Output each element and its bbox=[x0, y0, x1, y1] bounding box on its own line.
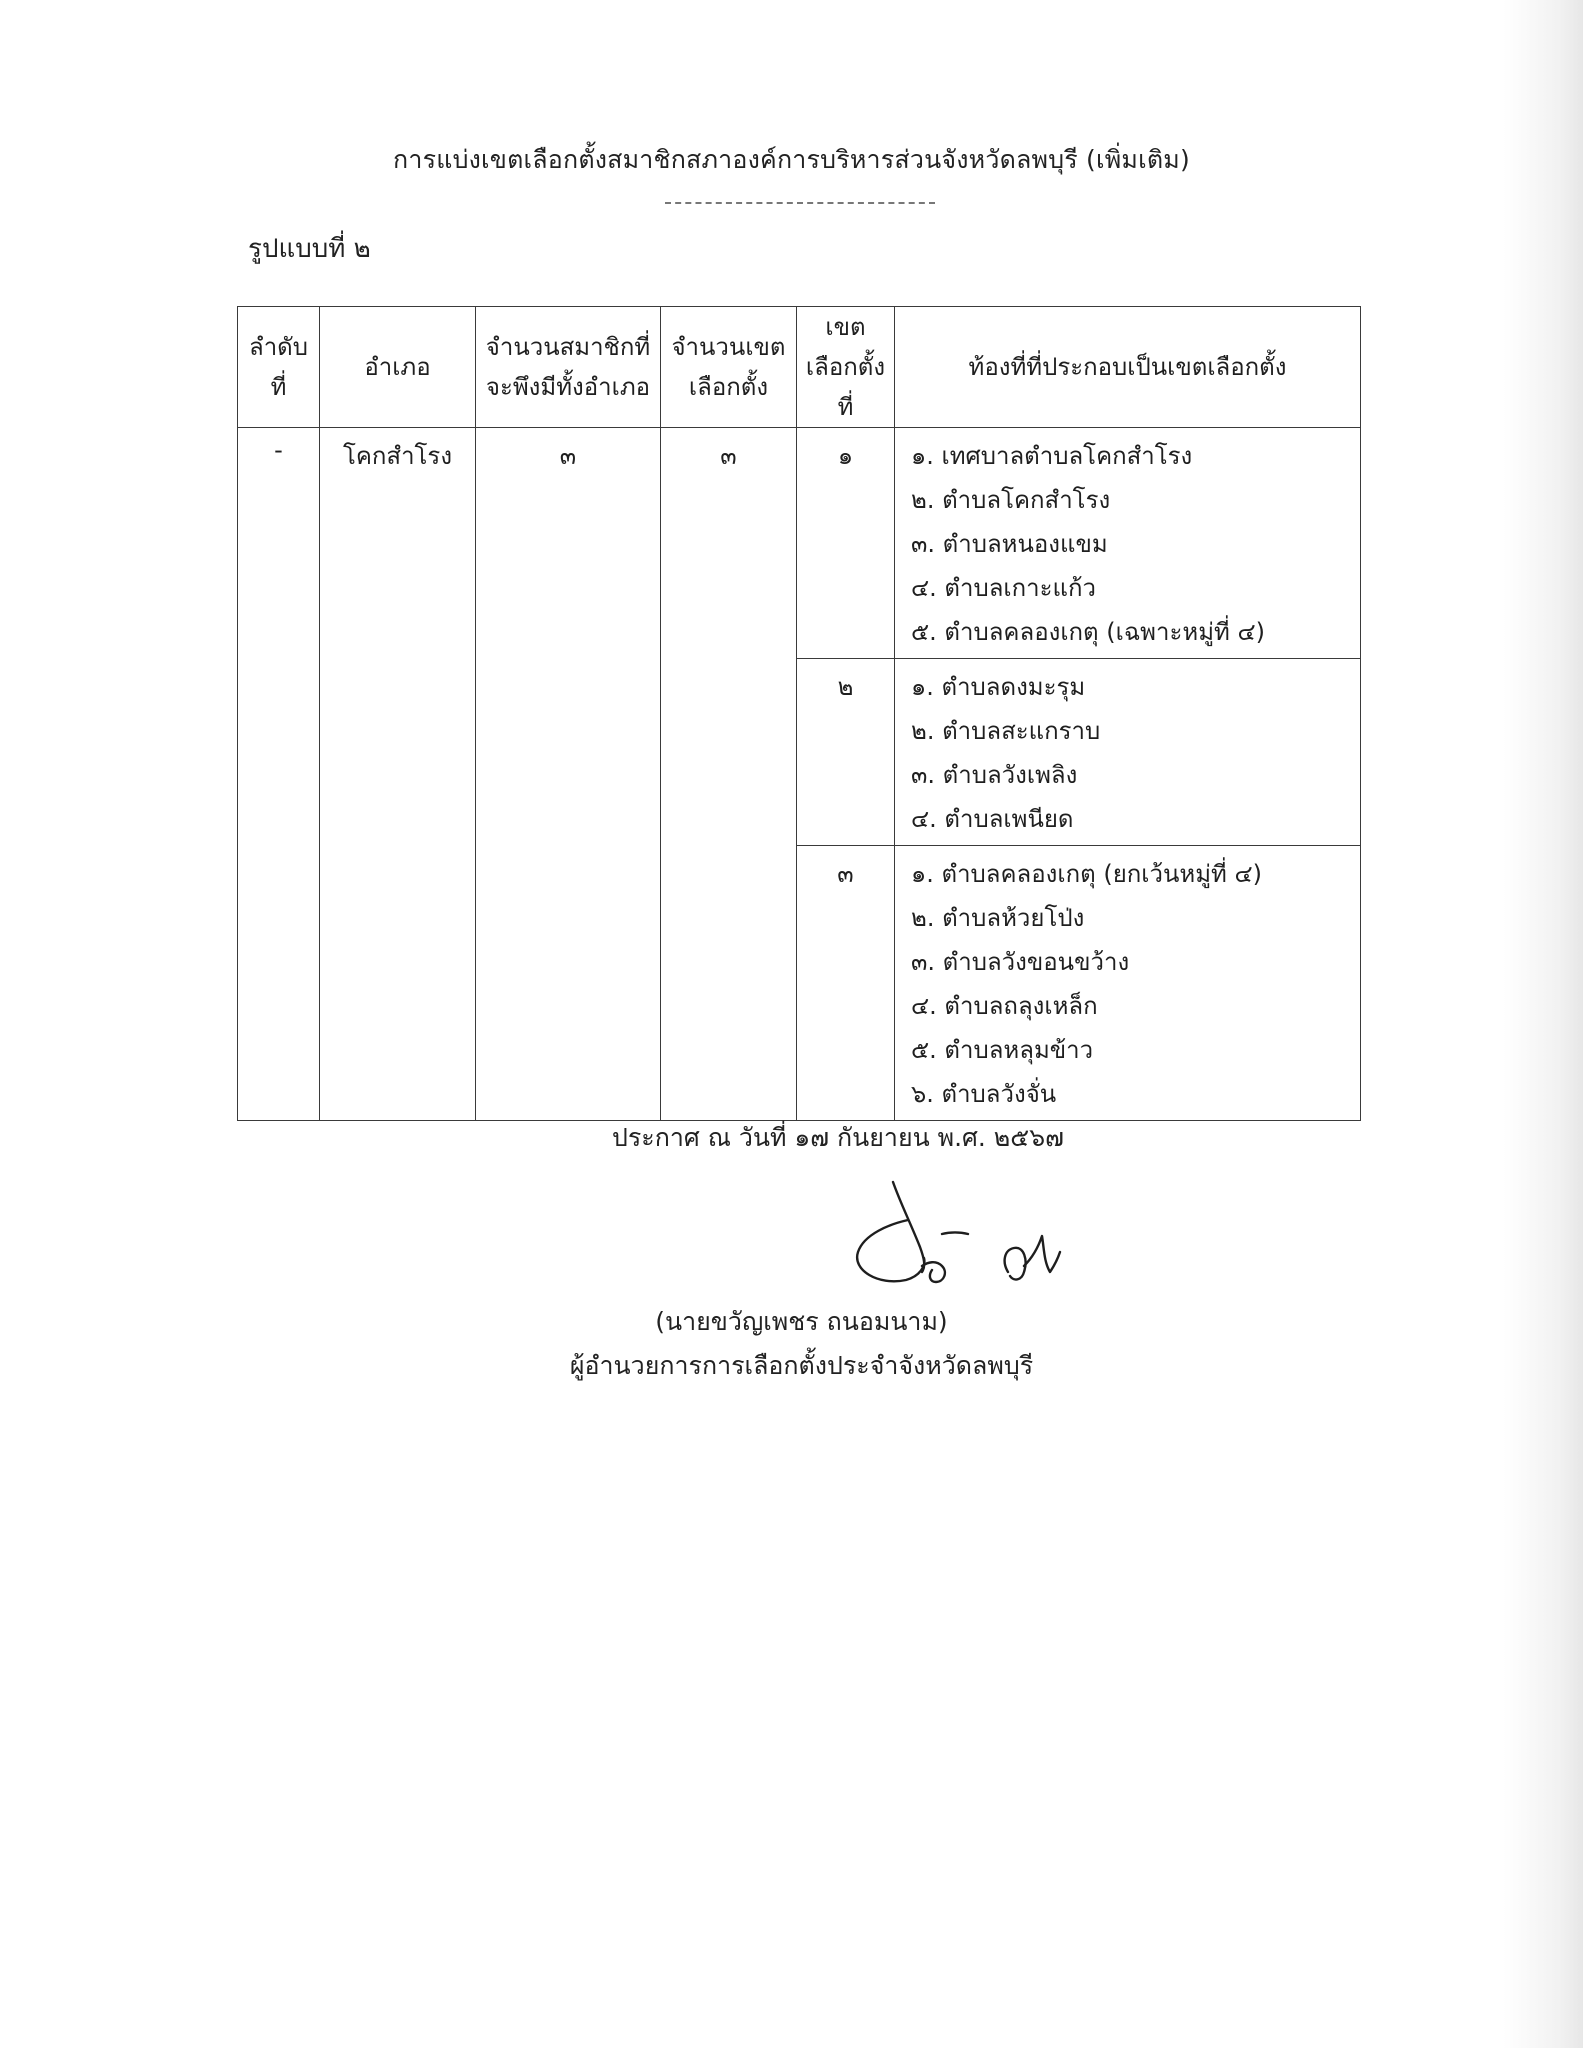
list-item: ๓. ตำบลวังเพลิง bbox=[911, 761, 1078, 789]
list-item: ๔. ตำบลเพนียด bbox=[911, 805, 1074, 833]
header-members: จำนวนสมาชิกที่จะพึงมีทั้งอำเภอ bbox=[476, 307, 661, 428]
cell-district-no-2: ๒ bbox=[797, 659, 895, 846]
signer-name: (นายขวัญเพชร ถนอมนาม) bbox=[655, 1307, 948, 1336]
list-item: ๔. ตำบลเกาะแก้ว bbox=[911, 574, 1097, 602]
cell-district-no-3: ๓ bbox=[797, 846, 895, 1121]
signer-name-line bbox=[0, 1302, 1583, 1342]
list-item: ๕. ตำบลคลองเกตุ (เฉพาะหมู่ที่ ๔) bbox=[911, 618, 1265, 646]
list-item: ๕. ตำบลหลุมข้าว bbox=[911, 1036, 1094, 1064]
cell-district-count: ๓ bbox=[661, 428, 797, 1121]
list-item: ๒. ตำบลห้วยโป่ง bbox=[911, 904, 1085, 932]
header-order: ลำดับที่ bbox=[238, 307, 320, 428]
list-item: ๖. ตำบลวังจั่น bbox=[911, 1080, 1057, 1108]
list-item: ๑. ตำบลดงมะรุม bbox=[911, 673, 1086, 701]
cell-amphoe: โคกสำโรง bbox=[320, 428, 476, 1121]
header-district-no: เขตเลือกตั้งที่ bbox=[797, 307, 895, 428]
list-item: ๑. ตำบลคลองเกตุ (ยกเว้นหมู่ที่ ๔) bbox=[911, 860, 1262, 888]
header-amphoe: อำเภอ bbox=[320, 307, 476, 428]
format-label: รูปแบบที่ ๒ bbox=[248, 234, 371, 264]
list-item: ๒. ตำบลสะแกราบ bbox=[911, 717, 1101, 745]
list-item: ๑. เทศบาลตำบลโคกสำโรง bbox=[911, 442, 1193, 470]
announcement-date: ประกาศ ณ วันที่ ๑๗ กันยายน พ.ศ. ๒๕๖๗ bbox=[612, 1123, 1064, 1152]
cell-areas-district-3 bbox=[895, 846, 1361, 1121]
title-underline bbox=[665, 202, 935, 204]
cell-order: - bbox=[238, 428, 320, 1121]
list-item: ๓. ตำบลวังขอนขว้าง bbox=[911, 948, 1130, 976]
cell-district-no-1: ๑ bbox=[797, 428, 895, 659]
signer-title: ผู้อำนวยการการเลือกตั้งประจำจังหวัดลพบุรี bbox=[569, 1351, 1034, 1380]
header-areas: ท้องที่ที่ประกอบเป็นเขตเลือกตั้ง bbox=[895, 307, 1361, 428]
list-item: ๔. ตำบลถลุงเหล็ก bbox=[911, 992, 1098, 1020]
document-title: การแบ่งเขตเลือกตั้งสมาชิกสภาองค์การบริหารส่วนจังหวัดลพบุรี (เพิ่มเติม) bbox=[393, 145, 1190, 174]
table-row bbox=[238, 428, 1361, 659]
electoral-district-table bbox=[237, 306, 1361, 1121]
list-item: ๒. ตำบลโคกสำโรง bbox=[911, 486, 1111, 514]
list-item: ๓. ตำบลหนองแขม bbox=[911, 530, 1108, 558]
signer-title-line bbox=[0, 1346, 1583, 1386]
table-header-row bbox=[238, 307, 1361, 428]
cell-areas-district-1 bbox=[895, 428, 1361, 659]
header-district-count: จำนวนเขตเลือกตั้ง bbox=[661, 307, 797, 428]
scan-edge-shadow bbox=[1503, 0, 1583, 2048]
cell-members: ๓ bbox=[476, 428, 661, 1121]
cell-areas-district-2 bbox=[895, 659, 1361, 846]
handwritten-signature bbox=[838, 1162, 1088, 1302]
